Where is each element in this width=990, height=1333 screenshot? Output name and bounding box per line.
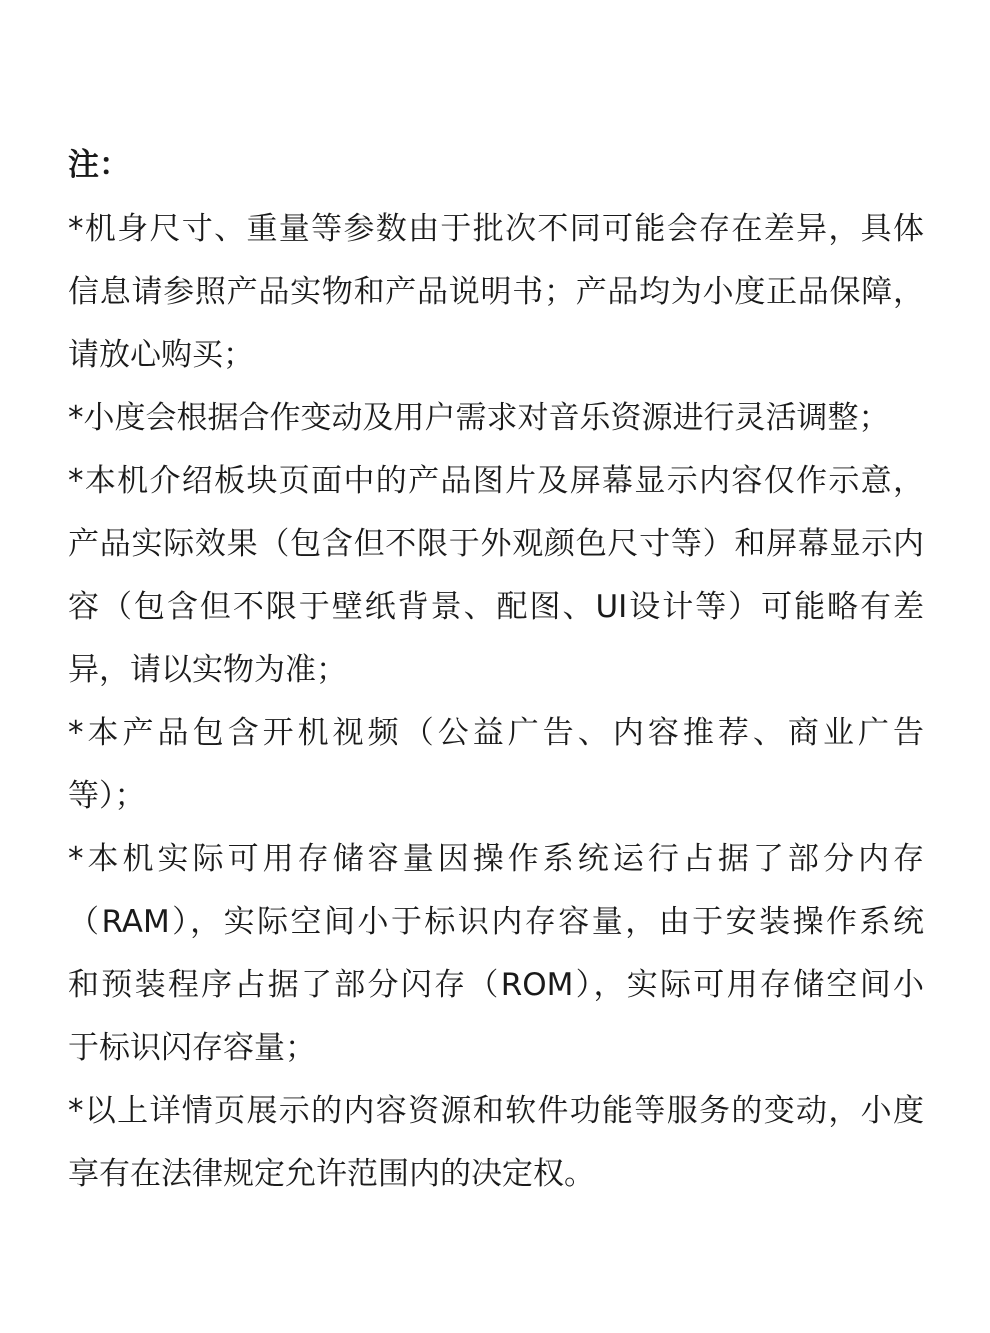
- note-line: 信息请参照产品实物和产品说明书；产品均为小度正品保障，: [68, 274, 924, 310]
- note-paragraph: [68, 198, 924, 387]
- note-line: *以上详情页展示的内容资源和软件功能等服务的变动，小度: [68, 1093, 924, 1129]
- note-line: 容（包含但不限于壁纸背景、配图、UI设计等）可能略有差: [68, 589, 924, 625]
- note-line: 于标识闪存容量；: [68, 1030, 316, 1066]
- note-line: *机身尺寸、重量等参数由于批次不同可能会存在差异，具体: [68, 211, 924, 247]
- note-paragraph: [68, 1080, 924, 1206]
- note-paragraph: [68, 450, 924, 702]
- note-line: 异，请以实物为准；: [68, 652, 347, 688]
- note-line: 和预装程序占据了部分闪存（ROM），实际可用存储空间小: [68, 967, 924, 1003]
- note-paragraph: [68, 387, 924, 450]
- note-line: （RAM），实际空间小于标识内存容量，由于安装操作系统: [68, 904, 924, 940]
- note-line: 请放心购买；: [68, 337, 254, 373]
- note-line: *本机实际可用存储容量因操作系统运行占据了部分内存: [68, 841, 924, 877]
- note-line: 等）；: [68, 778, 146, 814]
- note-line: 产品实际效果（包含但不限于外观颜色尺寸等）和屏幕显示内: [68, 526, 924, 562]
- note-line: *本产品包含开机视频（公益广告、内容推荐、商业广告: [68, 715, 924, 751]
- notes-heading: 注：: [68, 147, 130, 183]
- notes-body: [68, 198, 924, 1206]
- note-line: *小度会根据合作变动及用户需求对音乐资源进行灵活调整；: [68, 400, 890, 436]
- note-paragraph: [68, 702, 924, 828]
- note-paragraph: [68, 828, 924, 1080]
- note-line: *本机介绍板块页面中的产品图片及屏幕显示内容仅作示意，: [68, 463, 924, 499]
- note-line: 享有在法律规定允许范围内的决定权。: [68, 1156, 595, 1192]
